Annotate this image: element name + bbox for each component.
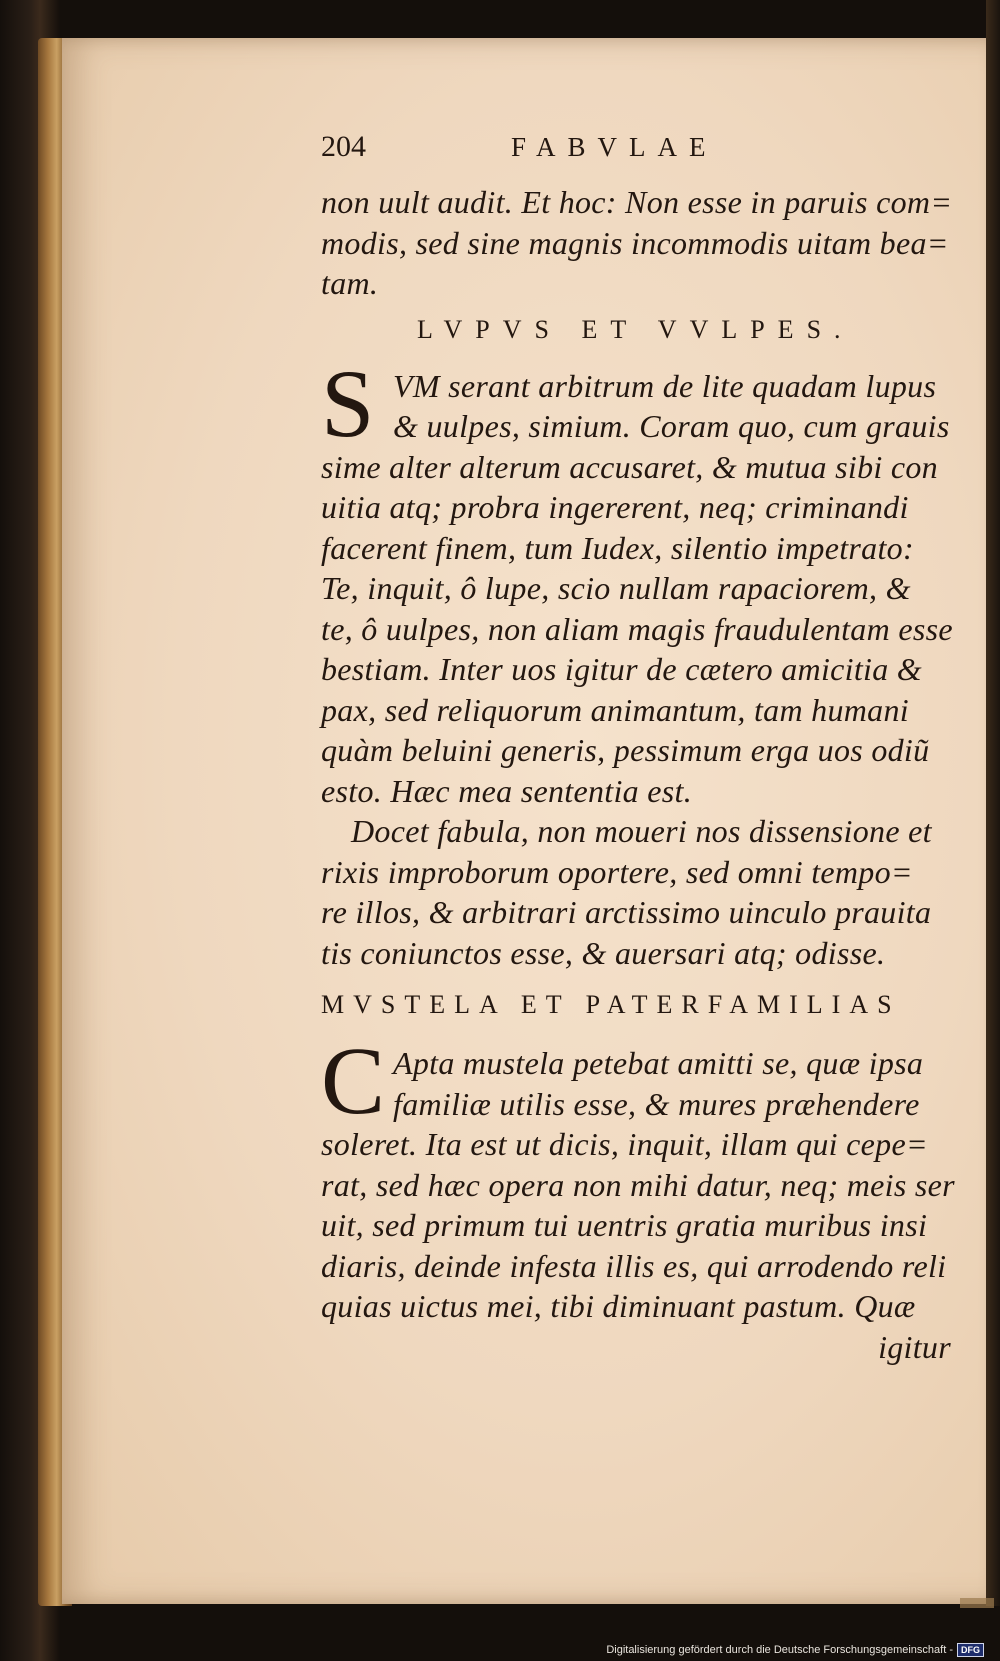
text-line: soleret. Ita est ut dicis, inquit, illam qui cepe= [321, 1126, 928, 1162]
text-line: sime alter alterum accusaret, & mutua sibi con [321, 448, 938, 485]
text-line: pax, sed reliquorum animantum, tam humani [321, 691, 909, 728]
text-line: uitia atq; probra ingererent, neq; criminandi [321, 489, 909, 525]
text-line: quàm beluini generis, pessimum erga uos odiũ [321, 732, 930, 768]
text-line: Apta mustela petebat amitti se, quæ ipsa [393, 1045, 924, 1081]
intro-paragraph [321, 182, 951, 304]
scan-right-border [986, 0, 1000, 1606]
text-line: uit, sed primum tui uentris gratia muribus insi [321, 1207, 928, 1243]
text-line: modis, sed sine magnis incommodis uitam bea= [321, 224, 949, 261]
text-line: diaris, deinde infesta illis es, qui arrodendo reli [321, 1247, 947, 1284]
text-line: Docet fabula, non moueri nos dissensione et [351, 813, 932, 849]
scan-corner-mark [960, 1598, 994, 1608]
drop-cap-letter: C [321, 1027, 386, 1134]
text-line: facerent finem, tum Iudex, silentio impetrato: [321, 529, 914, 566]
text-line: Te, inquit, ô lupe, scio nullam rapaciorem, & [321, 570, 911, 606]
text-line: tam. [321, 265, 379, 301]
drop-cap-letter: S [321, 349, 375, 457]
credit-text: Digitalisierung gefördert durch die Deutsche Forschungsgemeinschaft - [606, 1644, 953, 1656]
text-line: bestiam. Inter uos igitur de cætero amicitia & [321, 651, 923, 687]
page-header [321, 130, 951, 174]
text-line: rat, sed hæc opera non mihi datur, neq; meis ser [321, 1166, 955, 1203]
text-line: quias uictus mei, tibi diminuant pastum. Quæ [321, 1288, 916, 1324]
digitization-credit [606, 1643, 984, 1657]
running-head: FABVLAE [511, 132, 718, 162]
fable-title-mustela-et-paterfamilias: MVSTELA ET PATERFAMILIAS [321, 990, 901, 1019]
page-text [321, 130, 955, 1367]
dfg-logo-icon: DFG [957, 1643, 984, 1657]
fable-title-lupus-et-vulpes: LVPVS ET VVLPES. [417, 314, 854, 344]
text-line: familiæ utilis esse, & mures præhendere [393, 1085, 920, 1122]
page-number: 204 [321, 130, 366, 163]
text-line: rixis improborum oportere, sed omni tempo= [321, 853, 913, 890]
text-line: esto. Hæc mea sententia est. [321, 772, 692, 809]
text-line: re illos, & arbitrari arctissimo uinculo prauita [321, 894, 932, 930]
catchword: igitur [878, 1328, 951, 1365]
fable-lupus-et-vulpes-body [321, 349, 953, 812]
text-line: & uulpes, simium. Coram quo, cum grauis [393, 408, 950, 444]
text-line: VM serant arbitrum de lite quadam lupus [393, 367, 937, 404]
text-line: te, ô uulpes, non aliam magis fraudulentam esse [321, 610, 953, 647]
fable-mustela-body [321, 1027, 955, 1367]
fable-lupus-et-vulpes-moral [321, 811, 951, 973]
text-line: non uult audit. Et hoc: Non esse in paruis com= [321, 184, 953, 220]
text-line: tis coniunctos esse, & auersari atq; odisse. [321, 934, 886, 971]
